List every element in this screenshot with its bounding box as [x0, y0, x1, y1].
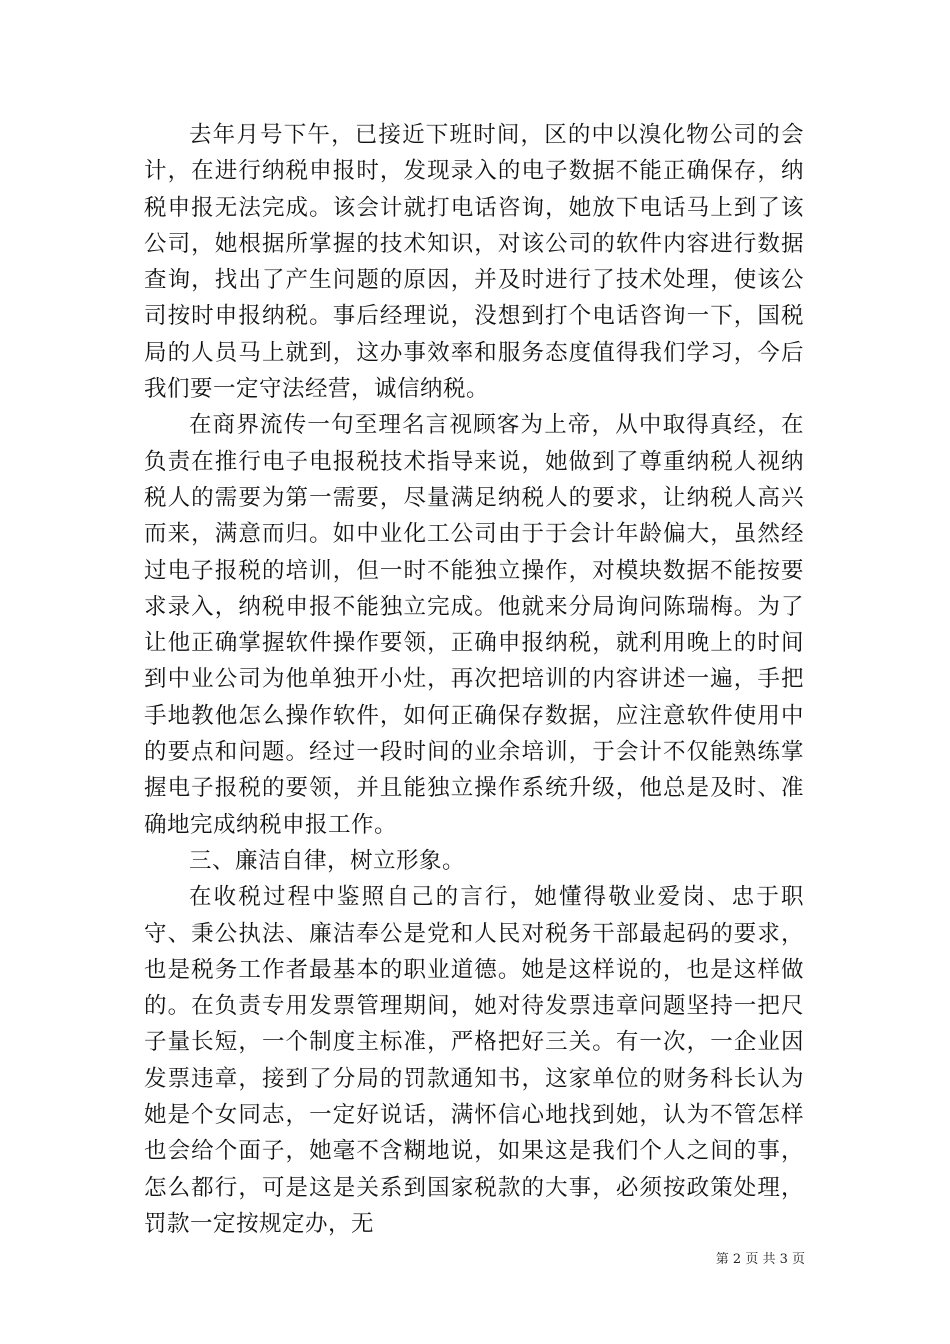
section-heading: 三、廉洁自律，树立形象。 [189, 847, 466, 874]
page-footer: 第 2 页 共 3 页 [715, 1252, 805, 1267]
paragraph: 去年月号下午，已接近下班时间，区的中以溴化物公司的会计，在进行纳税申报时，发现录入的电子数据不能正确保存，纳税申报无法完成。该会计就打电话咨询，她放下电话马上到了该公司，她根据所掌握的技术知识，对该公司的软件内容进行数据查询，找出了产生问题的原因，并及时进行了技术处理，使该公司按时申报纳税。事后经理说，没想到打个电话咨询一下，国税局的人员马上就到，这办事效率和服务态度值得我们学习，今后我们要一定守法经营，诚信纳税。 [144, 122, 804, 403]
paragraph: 在商界流传一句至理名言视顾客为上帝，从中取得真经，在负责在推行电子电报税技术指导来说，她做到了尊重纳税人视纳税人的需要为第一需要，尽量满足纳税人的要求，让纳税人高兴而来，满意而归。如中业化工公司由于于会计年龄偏大，虽然经过电子报税的培训，但一时不能独立操作，对模块数据不能按要求录入，纳税申报不能独立完成。他就来分局询问陈瑞梅。为了让他正确掌握软件操作要领，正确申报纳税，就利用晚上的时间到中业公司为他单独开小灶，再次把培训的内容讲述一遍，手把手地教他怎么操作软件，如何正确保存数据，应注意软件使用中的要点和问题。经过一段时间的业余培训，于会计不仅能熟练掌握电子报税的要领，并且能独立操作系统升级，他总是及时、准确地完成纳税申报工作。 [144, 412, 804, 838]
paragraph: 在收税过程中鉴照自己的言行，她懂得敬业爱岗、忠于职守、秉公执法、廉洁奉公是党和人民对税务干部最起码的要求，也是税务工作者最基本的职业道德。她是这样说的，也是这样做的。在负责专用发票管理期间，她对待发票违章问题坚持一把尺子量长短，一个制度主标准，严格把好三关。有一次，一企业因发票违章，接到了分局的罚款通知书，这家单位的财务科长认为她是个女同志，一定好说话，满怀信心地找到她，认为不管怎样也会给个面子，她毫不含糊地说，如果这是我们个人之间的事，怎么都行，可是这是关系到国家税款的大事，必须按政策处理，罚款一定按规定办，无 [144, 884, 804, 1237]
body-text [144, 117, 804, 1242]
